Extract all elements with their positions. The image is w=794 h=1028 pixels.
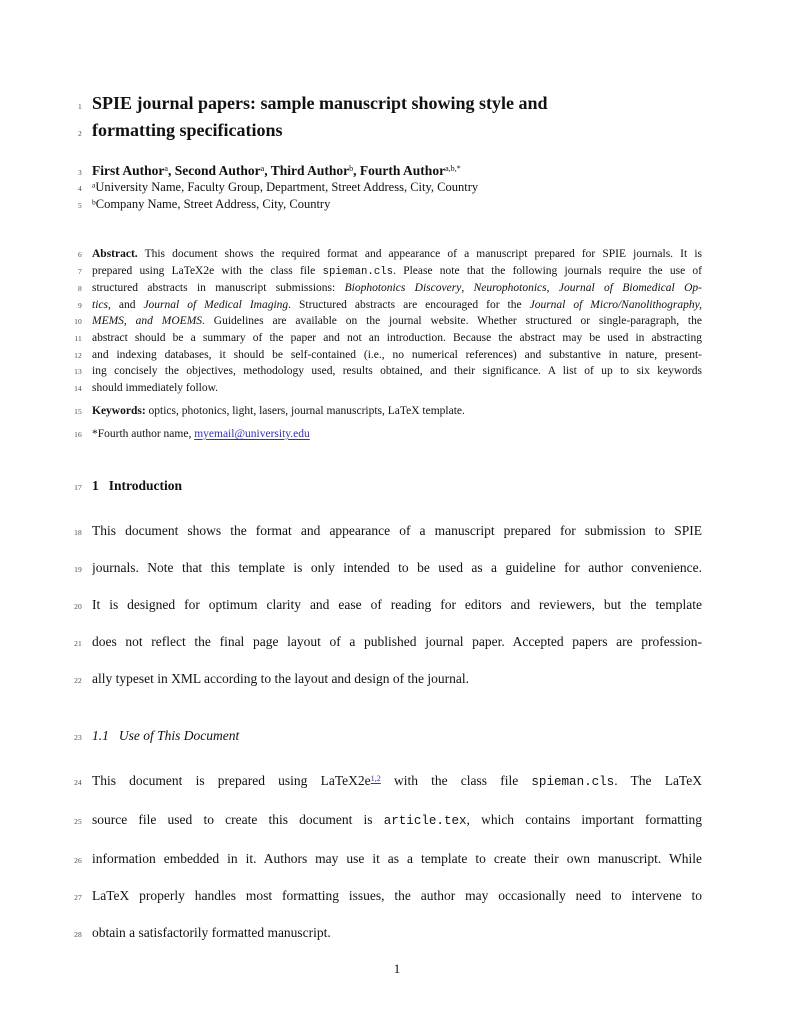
line-number: 15 xyxy=(74,407,82,417)
line-number: 9 xyxy=(78,300,82,310)
line-content xyxy=(92,363,702,380)
line-number: 3 xyxy=(78,168,82,177)
line-content xyxy=(92,596,702,613)
body-line xyxy=(60,811,702,830)
abstract-line xyxy=(60,363,702,380)
line-content xyxy=(92,280,702,297)
title-line xyxy=(60,90,702,117)
body-line xyxy=(60,670,702,687)
text-segment: This document shows the required format and appearance of a manuscript prepared for SPIE journals. It is xyxy=(137,248,702,260)
line-content xyxy=(92,477,702,494)
text-segment: 1 xyxy=(92,477,99,493)
email-link[interactable]: myemail@university.edu xyxy=(194,427,310,440)
text-segment: Keywords: xyxy=(92,405,146,418)
line-number: 26 xyxy=(74,855,82,865)
text-segment: b xyxy=(349,164,354,174)
text-segment: Introduction xyxy=(108,477,183,493)
line-number: 16 xyxy=(74,429,82,439)
text-segment: a xyxy=(92,180,96,190)
line-content xyxy=(92,522,702,539)
line-content xyxy=(92,263,702,281)
text-segment: , Third Author xyxy=(264,163,350,178)
abstract-line xyxy=(60,347,702,364)
abstract-line xyxy=(60,297,702,314)
text-segment: with the class file xyxy=(380,772,532,788)
text-segment: formatting specifications xyxy=(92,120,283,140)
text-segment: Use of This Document xyxy=(118,727,240,743)
text-segment: , which contains important formatting xyxy=(466,811,702,827)
text-segment: source file used to create this document is xyxy=(92,811,384,827)
line-content xyxy=(92,162,702,179)
text-segment: This document is prepared using LaTeX2e xyxy=(92,772,371,788)
text-segment: abstract should be a summary of the paper and not an introduction. Because the abstract may be used in abstracting xyxy=(92,331,702,344)
line-number: 4 xyxy=(78,184,82,193)
line-number: 23 xyxy=(74,732,82,742)
abstract-line xyxy=(60,246,702,263)
line-number: 5 xyxy=(78,201,82,210)
body-line xyxy=(60,633,702,650)
body-line xyxy=(60,522,702,539)
line-number: 8 xyxy=(78,284,82,294)
text-segment: , Fourth Author xyxy=(353,163,446,178)
line-content xyxy=(92,347,702,364)
text-segment: University Name, Faculty Group, Department, Street Address, City, Country xyxy=(95,180,479,194)
text-segment: ing concisely the objectives, methodology used, results obtained, and their significance. A list of up to six keywords xyxy=(92,365,702,378)
line-content xyxy=(92,633,702,650)
text-segment: Abstract. xyxy=(92,248,138,260)
line-content xyxy=(92,246,702,263)
text-segment: Journal of Micro/Nanolithography, xyxy=(529,298,702,311)
subsection-heading xyxy=(60,727,702,744)
text-segment: Journal of Medical Imaging xyxy=(143,298,289,311)
text-segment: a,b,* xyxy=(445,164,461,174)
line-number: 6 xyxy=(78,250,82,259)
line-number: 14 xyxy=(74,383,82,393)
abstract-line xyxy=(60,313,702,330)
text-segment: , and xyxy=(107,298,144,311)
line-number: 17 xyxy=(74,482,82,492)
line-content xyxy=(92,924,702,941)
line-content xyxy=(92,811,702,830)
line-number: 18 xyxy=(74,527,82,537)
text-segment: journals. Note that this template is only intended to be used as a guideline for author convenience. xyxy=(92,559,702,575)
text-segment: . Guidelines are available on the journal website. Whether structured or single-paragraph, the xyxy=(202,315,702,328)
text-segment: a xyxy=(164,164,168,174)
line-content xyxy=(92,850,702,867)
text-segment: tics xyxy=(92,298,108,311)
abstract-line xyxy=(60,380,702,397)
text-segment: Biophotonics Discovery xyxy=(344,282,462,295)
text-segment: Journal of Biomedical Op- xyxy=(558,282,702,295)
section-heading xyxy=(60,477,702,494)
line-content xyxy=(92,403,702,420)
text-segment: does not reflect the final page layout of a published journal paper. Accepted papers are profession- xyxy=(92,633,702,649)
text-segment: obtain a satisfactorily formatted manuscript. xyxy=(92,924,331,940)
line-content xyxy=(92,887,702,904)
affiliation-line xyxy=(60,179,702,196)
line-number: 19 xyxy=(74,564,82,574)
line-number: 21 xyxy=(74,638,82,648)
line-number: 20 xyxy=(74,601,82,611)
text-segment: This document shows the format and appearance of a manuscript prepared for submission to SPIE xyxy=(92,522,702,538)
line-number: 13 xyxy=(74,367,82,377)
text-segment: optics, photonics, light, lasers, journal manuscripts, LaTeX template. xyxy=(145,405,465,418)
line-content xyxy=(92,727,702,744)
text-segment: 1.1 xyxy=(92,727,109,743)
text-segment: MEMS, and MOEMS xyxy=(92,315,203,328)
line-number: 28 xyxy=(74,929,82,939)
text-segment: spieman.cls xyxy=(322,265,394,278)
body-line xyxy=(60,772,702,791)
line-number: 12 xyxy=(74,350,82,360)
keywords-line xyxy=(60,403,702,420)
text-segment: SPIE journal papers: sample manuscript showing style and xyxy=(92,93,548,113)
text-segment: . Structured abstracts are encouraged for the xyxy=(288,298,530,311)
text-segment: Company Name, Street Address, City, Country xyxy=(95,197,331,211)
line-content xyxy=(92,179,702,196)
line-content xyxy=(92,330,702,347)
text-segment: . The LaTeX xyxy=(614,772,702,788)
text-segment: , xyxy=(546,282,559,295)
document-body xyxy=(60,0,702,977)
page-number: 1 xyxy=(393,960,401,976)
text-segment: , Second Author xyxy=(167,163,261,178)
text-segment: prepared using LaTeX2e with the class file xyxy=(92,264,323,277)
text-segment: . Please note that the following journals require the use of xyxy=(393,264,702,277)
text-segment: ally typeset in XML according to the layout and design of the journal. xyxy=(92,670,470,686)
text-segment: It is designed for optimum clarity and ease of reading for editors and reviewers, but the template xyxy=(92,596,702,612)
text-segment: Neurophotonics xyxy=(473,282,547,295)
affiliation-line xyxy=(60,196,702,213)
text-segment: spieman.cls xyxy=(531,774,615,789)
line-content xyxy=(92,426,702,443)
line-content xyxy=(92,297,702,314)
authors-line xyxy=(60,162,702,179)
line-number: 1 xyxy=(78,102,82,111)
abstract-line xyxy=(60,330,702,347)
citation-link[interactable]: 1,2 xyxy=(370,773,381,783)
line-content xyxy=(92,380,702,397)
text-segment: , xyxy=(461,282,474,295)
body-line xyxy=(60,850,702,867)
line-number: 27 xyxy=(74,892,82,902)
text-segment: a xyxy=(260,164,265,174)
line-content xyxy=(92,670,702,687)
line-number: 10 xyxy=(74,317,82,327)
line-content xyxy=(92,559,702,576)
text-segment: article.tex xyxy=(383,813,467,828)
line-content xyxy=(92,313,702,330)
line-number: 2 xyxy=(78,129,82,138)
text-segment: structured abstracts in manuscript submissions: xyxy=(92,282,345,295)
line-content xyxy=(92,196,702,213)
line-content xyxy=(92,90,702,117)
title-line xyxy=(60,117,702,144)
abstract-line xyxy=(60,263,702,281)
text-segment: and indexing databases, it should be self-contained (i.e., no numerical references) and substantive in nature, present- xyxy=(92,348,702,361)
body-line xyxy=(60,596,702,613)
corresponding-author-line xyxy=(60,426,702,443)
line-number: 24 xyxy=(74,777,82,787)
line-number: 25 xyxy=(74,816,82,826)
body-line xyxy=(60,924,702,941)
body-line xyxy=(60,559,702,576)
text-segment: LaTeX properly handles most formatting issues, the author may occasionally need to intervene to xyxy=(92,887,702,903)
line-content xyxy=(92,117,702,144)
text-segment: should immediately follow. xyxy=(92,381,219,394)
abstract-line xyxy=(60,280,702,297)
line-number: 22 xyxy=(74,675,82,685)
text-segment: information embedded in it. Authors may use it as a template to create their own manuscript. While xyxy=(92,850,702,866)
line-number: 11 xyxy=(74,333,82,343)
line-content xyxy=(92,772,702,791)
text-segment: *Fourth author name, xyxy=(92,427,195,440)
line-number: 7 xyxy=(78,266,82,276)
text-segment: First Author xyxy=(92,163,165,178)
body-line xyxy=(60,887,702,904)
text-segment: b xyxy=(92,197,96,207)
